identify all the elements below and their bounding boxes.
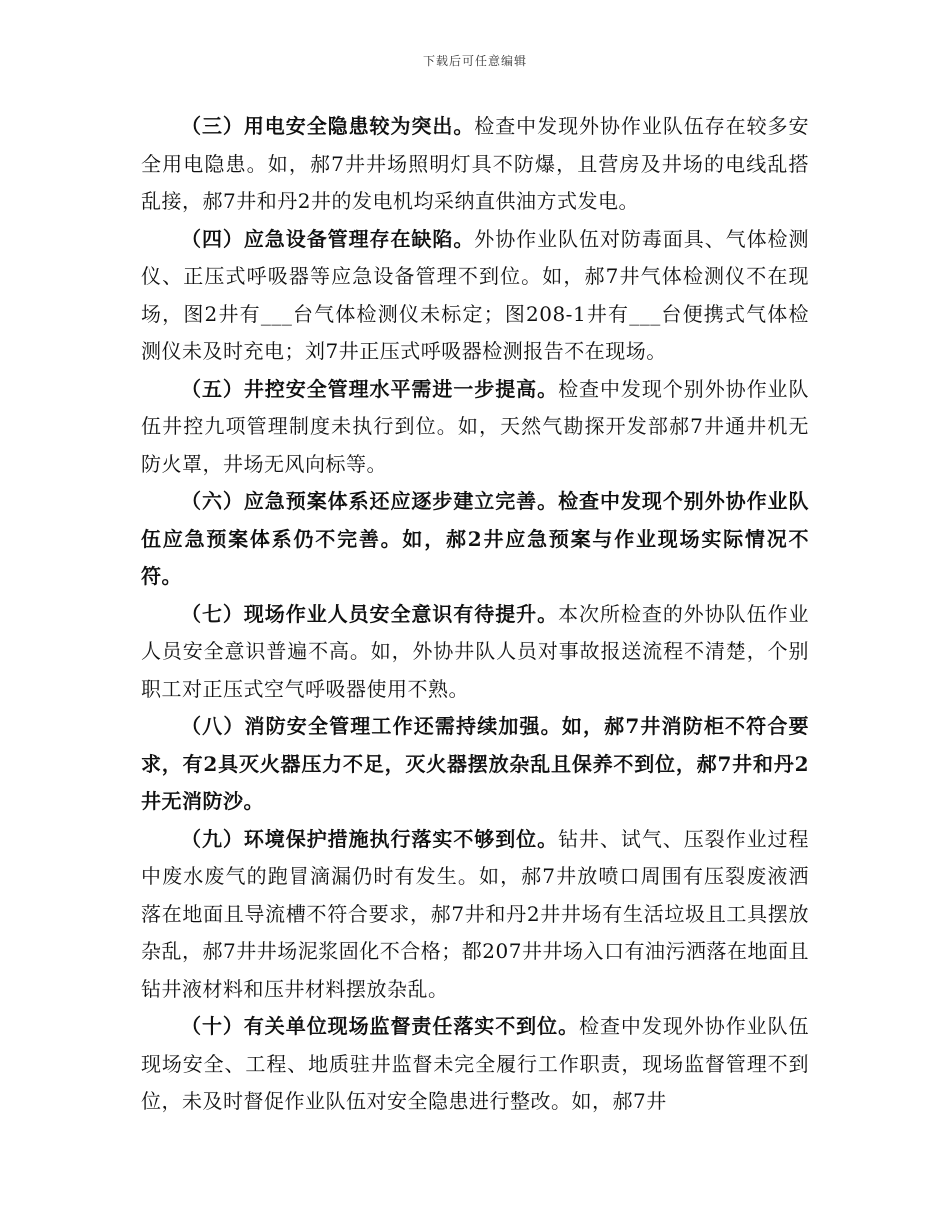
paragraph-heading: （三）用电安全隐患较为突出。 xyxy=(181,114,475,138)
paragraph-heading: （六）应急预案体系还应逐步建立完善。 xyxy=(181,489,559,513)
paragraph-text: 检查中发现个别外协作业队伍应急预案体系仍不完善。如，郝2井应急预案与作业现场实际情况不符。 xyxy=(141,489,810,588)
paragraph-3 xyxy=(141,108,809,221)
paragraph-heading: （四）应急设备管理存在缺陷。 xyxy=(181,226,475,251)
paragraph-9 xyxy=(141,821,809,1009)
paragraph-5 xyxy=(141,371,809,484)
paragraph-text: 外协作业队伍对防毒面具、气体检测仪、正压式呼吸器等应急设备管理不到位。如，郝7井气体检测仪不在现场，图2井有___台气体检测仪未标定；图208-1井有___台便携式气体检测仪未及时充电；刘7井正压式呼吸器检测报告不在现场。 xyxy=(141,226,810,363)
paragraph-10 xyxy=(141,1008,809,1121)
paragraph-text: 如，郝7井消防柜不符合要求，有2具灭火器压力不足，灭火器摆放杂乱且保养不到位，郝7井和丹2井无消防沙。 xyxy=(141,714,809,813)
paragraph-text: 钻井、试气、压裂作业过程中废水废气的跑冒滴漏仍时有发生。如，郝7井放喷口周围有压裂废液洒落在地面且导流槽不符合要求，郝7井和丹2井井场有生活垃圾且工具摆放杂乱，郝7井井场泥浆固化不合格；都207井井场入口有油污洒落在地面且钻井液材料和压井材料摆放杂乱。 xyxy=(141,826,810,1001)
paragraph-heading: （七）现场作业人员安全意识有待提升。 xyxy=(181,601,559,626)
paragraph-8 xyxy=(141,708,809,821)
paragraph-4 xyxy=(141,221,809,371)
page-header: 下载后可任意编辑 xyxy=(422,54,527,68)
paragraph-text: 检查中发现外协作业队伍现场安全、工程、地质驻井监督未完全履行工作职责，现场监督管理不到位，未及时督促作业队伍对安全隐患进行整改。如，郝7井 xyxy=(141,1014,810,1113)
paragraph-text: 检查中发现个别外协作业队伍井控九项管理制度未执行到位。如，天然气勘探开发部郝7井通井机无防火罩，井场无风向标等。 xyxy=(141,376,810,476)
paragraph-6 xyxy=(141,483,809,596)
paragraph-text: 本次所检查的外协队伍作业人员安全意识普遍不高。如，外协井队人员对事故报送流程不清楚，个别职工对正压式空气呼吸器使用不熟。 xyxy=(141,601,810,701)
document-body xyxy=(141,108,809,1121)
paragraph-7 xyxy=(141,596,809,709)
paragraph-heading: （八）消防安全管理工作还需持续加强。 xyxy=(181,714,562,738)
paragraph-heading: （五）井控安全管理水平需进一步提高。 xyxy=(181,376,559,401)
paragraph-text: 检查中发现外协作业队伍存在较多安全用电隐患。如，郝7井井场照明灯具不防爆，且营房及井场的电线乱搭乱接，郝7井和丹2井的发电机均采纳直供油方式发电。 xyxy=(141,114,810,213)
paragraph-heading: （九）环境保护措施执行落实不够到位。 xyxy=(181,826,559,851)
paragraph-heading: （十）有关单位现场监督责任落实不到位。 xyxy=(181,1014,580,1038)
